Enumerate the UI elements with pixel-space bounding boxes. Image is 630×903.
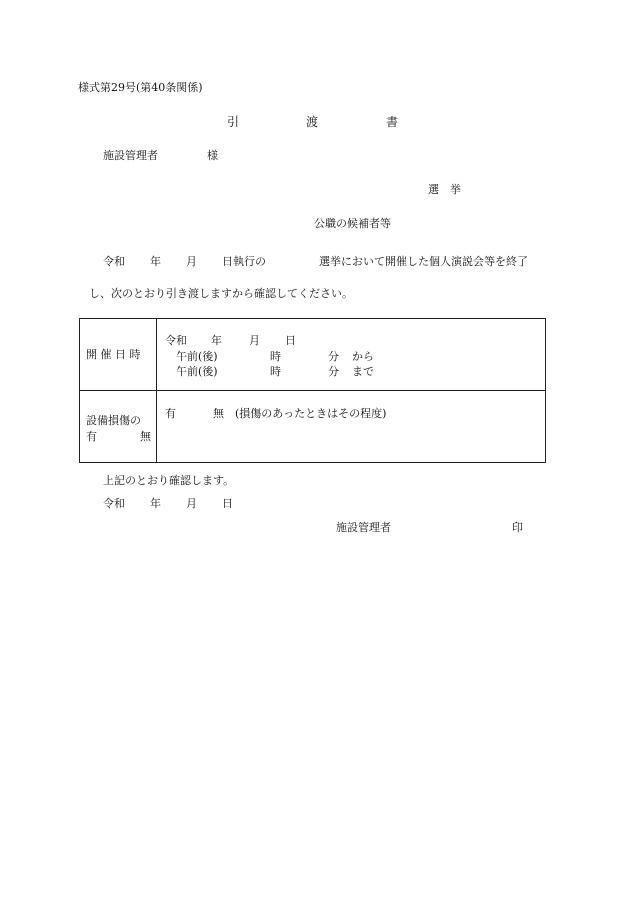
- confirm-text: 上記のとおり確認します。: [103, 474, 235, 487]
- date-month: 月: [249, 334, 260, 347]
- table-row: [80, 391, 546, 463]
- signature-label: 施設管理者: [336, 521, 391, 534]
- form-number: 様式第29号(第40条関係): [78, 81, 203, 94]
- body-rest: 選挙において開催した個人演説会等を終了: [319, 255, 528, 268]
- datetime-label: 開 催 日 時: [86, 348, 141, 361]
- title-char-1: 引: [227, 115, 240, 129]
- confirm-year: 年: [150, 497, 161, 510]
- damage-yes: 有: [165, 407, 176, 420]
- damage-label-line-2b: 無: [140, 430, 151, 443]
- body-year: 年: [150, 255, 161, 268]
- to-ampm: 午前(後): [176, 365, 218, 378]
- damage-label-line-1: 設備損傷の: [86, 414, 141, 427]
- damage-label-line-2a: 有: [86, 430, 97, 443]
- date-year: 年: [211, 334, 222, 347]
- damage-no: 無: [213, 407, 224, 420]
- body-day-exec: 日執行の: [222, 255, 266, 268]
- confirm-era: 令和: [103, 497, 125, 510]
- addressee-honorific: 様: [207, 149, 218, 162]
- addressee-label: 施設管理者: [103, 149, 158, 162]
- to-hour: 時: [270, 365, 281, 378]
- body-era: 令和: [103, 255, 125, 268]
- datetime-cell: [157, 319, 546, 391]
- from-minute: 分: [328, 350, 339, 363]
- election-label: 選 挙: [428, 183, 461, 196]
- damage-cell: [157, 391, 546, 463]
- date-era: 令和: [165, 334, 187, 347]
- confirm-day: 日: [222, 497, 233, 510]
- title-char-2: 渡: [306, 115, 319, 129]
- label-cell: [80, 391, 157, 463]
- to-minute: 分: [328, 365, 339, 378]
- damage-note: (損傷のあったときはその程度): [235, 407, 387, 420]
- confirm-month: 月: [186, 497, 197, 510]
- from-hour: 時: [270, 350, 281, 363]
- label-cell: [80, 319, 157, 391]
- from-suffix: から: [352, 350, 374, 363]
- details-table: [79, 318, 546, 463]
- body-line-2: し、次のとおり引き渡しますから確認してください。: [89, 287, 353, 300]
- candidate-label: 公職の候補者等: [314, 217, 391, 230]
- from-ampm: 午前(後): [176, 350, 218, 363]
- body-month: 月: [186, 255, 197, 268]
- to-suffix: まで: [352, 365, 374, 378]
- table-row: [80, 319, 546, 391]
- title-char-3: 書: [386, 115, 399, 129]
- seal-mark: 印: [512, 521, 523, 534]
- date-day: 日: [285, 334, 296, 347]
